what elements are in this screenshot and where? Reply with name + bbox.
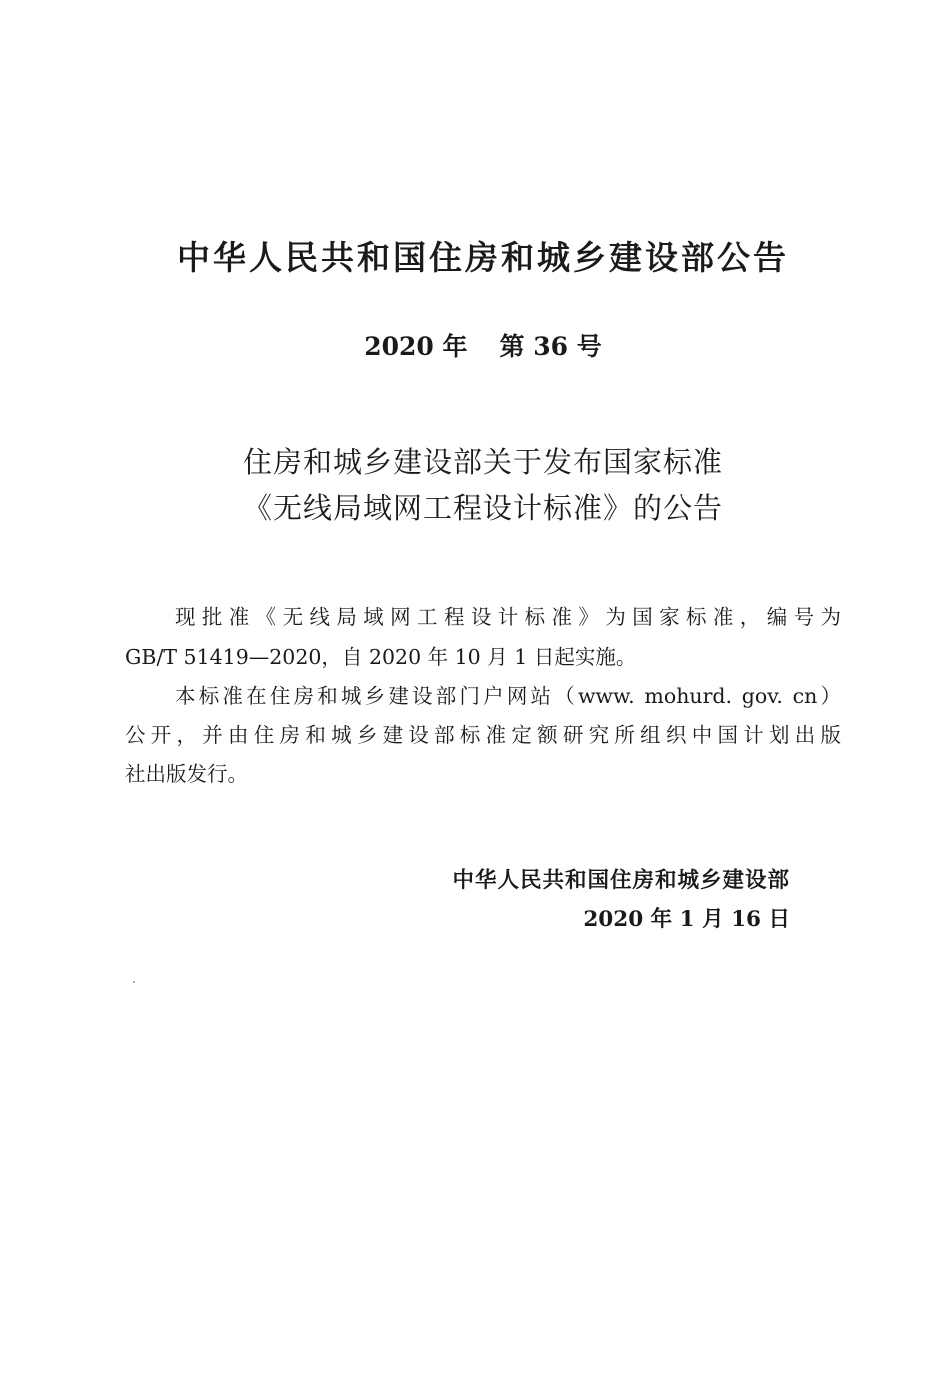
announcement-subject-line1: 住房和城乡建设部关于发布国家标准 [242, 445, 723, 479]
issue-date: 2020 年 1 月 16 日 [583, 907, 790, 932]
announcement-subject-line2: 《无线局域网工程设计标准》的公告 [242, 491, 723, 525]
announcement-title: 中华人民共和国住房和城乡建设部公告 [177, 238, 789, 277]
body-paragraph1-line1: 现批准《无线局域网工程设计标准》为国家标准，编号为 [175, 605, 841, 629]
body-paragraph1-line2: GB/T 51419—2020，自 2020 年 10 月 1 日起实施。 [125, 645, 637, 669]
body-paragraph2-line1: 本标准在住房和城乡建设部门户网站（www. mohurd. gov. cn） [175, 684, 841, 708]
announcement-number [0, 327, 950, 367]
body-paragraph2-line3: 社出版发行。 [125, 762, 248, 786]
announcement-issue-number: 第 36 号 [499, 332, 602, 361]
scan-speck [133, 981, 135, 983]
announcement-year: 2020 年 [364, 332, 468, 361]
body-paragraph2-line2: 公开，并由住房和城乡建设部标准定额研究所组织中国计划出版 [125, 723, 841, 747]
issuing-authority: 中华人民共和国住房和城乡建设部 [452, 868, 790, 893]
